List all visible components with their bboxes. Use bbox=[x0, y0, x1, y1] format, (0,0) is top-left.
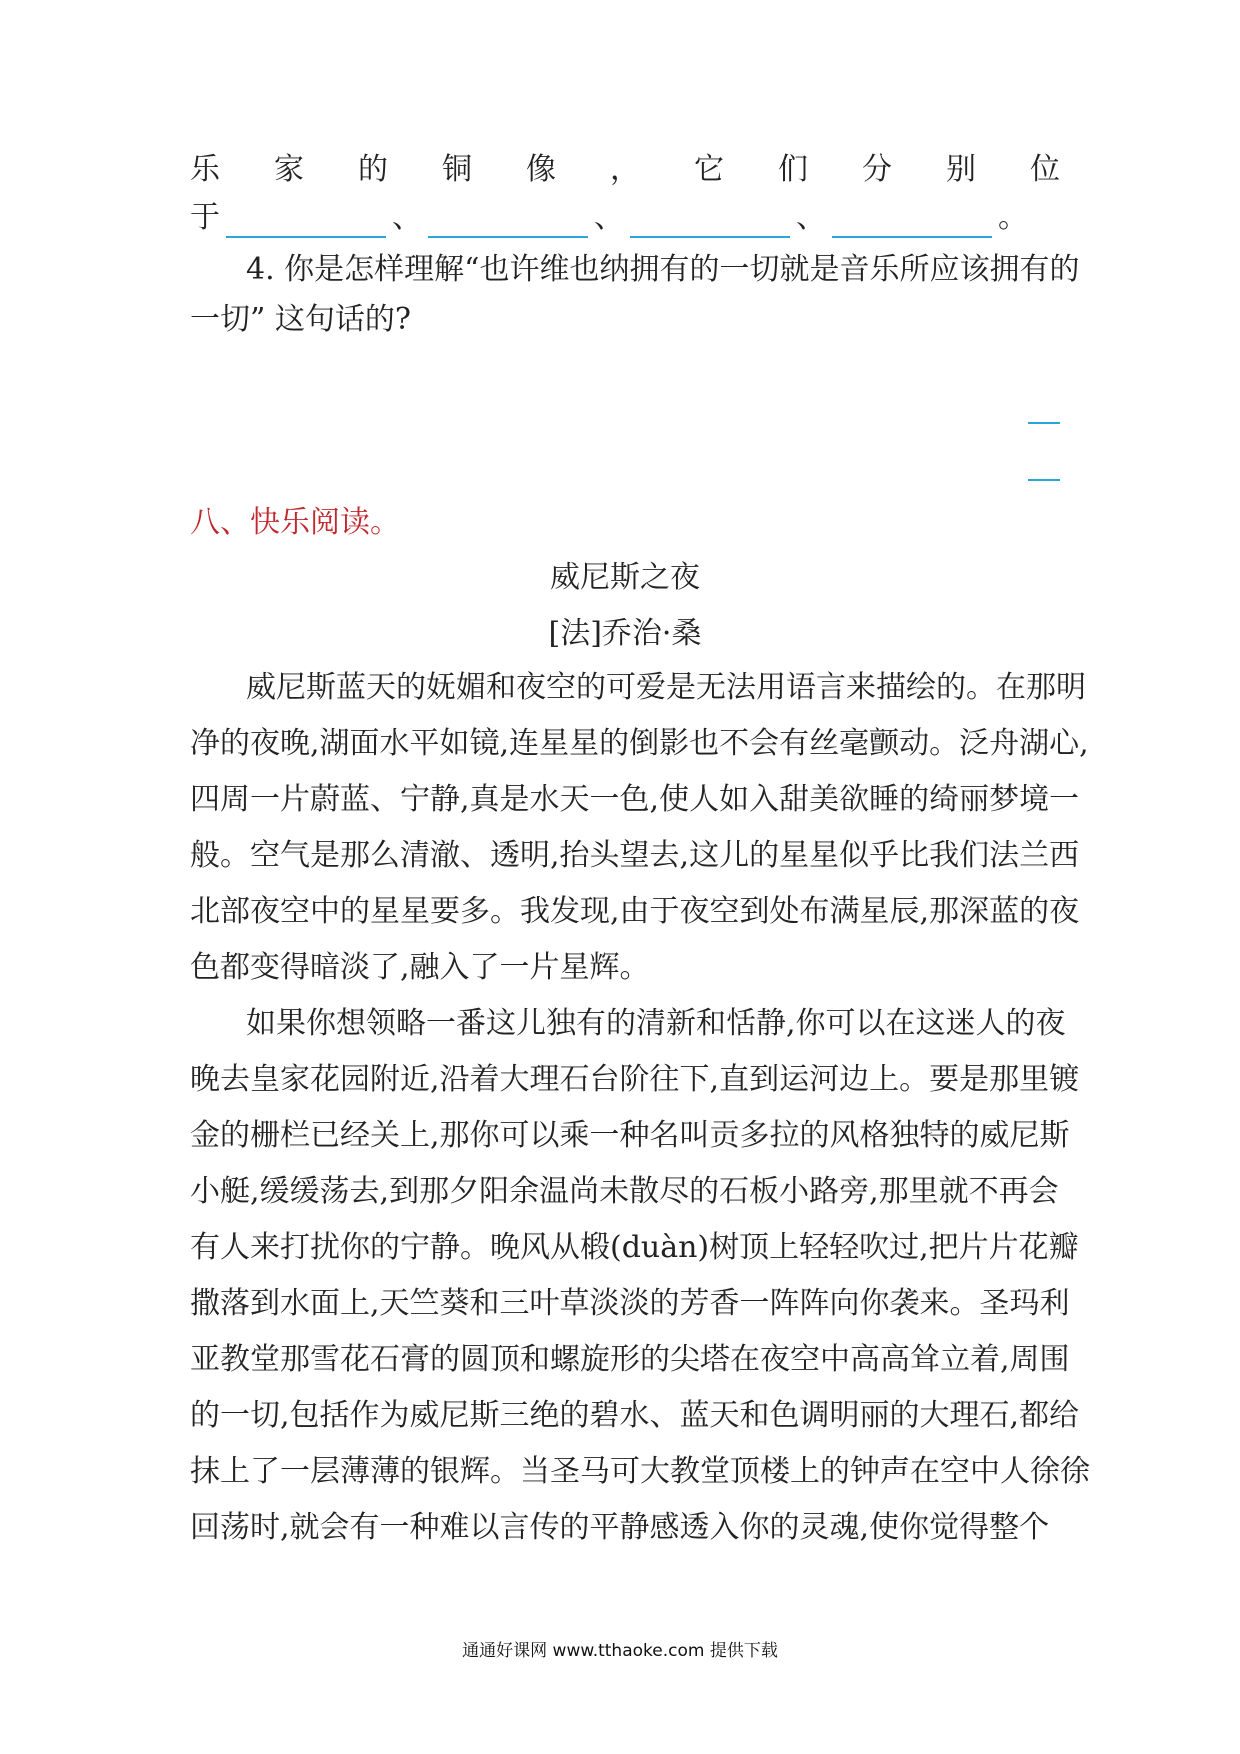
article-line: 四周一片蔚蓝、宁静,真是水天一色,使人如入甜美欲睡的绮丽梦境一 bbox=[190, 782, 1080, 817]
answer-blank-2[interactable] bbox=[428, 206, 588, 238]
article-line: 净的夜晚,湖面水平如镜,连星星的倒影也不会有丝毫颤动。泛舟湖心, bbox=[190, 726, 1089, 761]
article-line: 亚教堂那雪花石膏的圆顶和螺旋形的尖塔在夜空中高高耸立着,周围 bbox=[190, 1342, 1070, 1377]
article-line: 有人来打扰你的宁静。晚风从椴(duàn)树顶上轻轻吹过,把片片花瓣 bbox=[190, 1230, 1079, 1265]
q3-prefix: 于 bbox=[190, 200, 220, 235]
answer-line-1[interactable] bbox=[1028, 422, 1060, 424]
answer-blank-4[interactable] bbox=[832, 206, 992, 238]
separator: 、 bbox=[796, 200, 826, 235]
q3-char: 们 bbox=[778, 152, 808, 187]
q3-line-2 bbox=[190, 198, 1060, 238]
q3-char: ， bbox=[610, 152, 640, 187]
article-line: 色都变得暗淡了,融入了一片星辉。 bbox=[190, 950, 650, 985]
separator: 、 bbox=[392, 200, 422, 235]
section-heading: 八、快乐阅读。 bbox=[190, 505, 400, 540]
q4-line-1: 4. 你是怎样理解“也许维也纳拥有的一切就是音乐所应该拥有的 bbox=[246, 252, 1080, 287]
article-line: 般。空气是那么清澈、透明,抬头望去,这儿的星星似乎比我们法兰西 bbox=[190, 838, 1080, 873]
article-author: [法]乔治·桑 bbox=[548, 616, 702, 651]
article-line: 威尼斯蓝天的妩媚和夜空的可爱是无法用语言来描绘的。在那明 bbox=[246, 670, 1086, 705]
answer-line-2[interactable] bbox=[1028, 479, 1060, 481]
article-line: 金的栅栏已经关上,那你可以乘一种名叫贡多拉的风格独特的威尼斯 bbox=[190, 1118, 1070, 1153]
q3-char: 像 bbox=[526, 152, 556, 187]
q3-char: 的 bbox=[358, 152, 388, 187]
answer-blank-3[interactable] bbox=[630, 206, 790, 238]
article-line: 回荡时,就会有一种难以言传的平静感透入你的灵魂,使你觉得整个 bbox=[190, 1510, 1050, 1545]
q3-char: 铜 bbox=[442, 152, 472, 187]
q3-char: 乐 bbox=[190, 152, 220, 187]
article-line: 小艇,缓缓荡去,到那夕阳余温尚未散尽的石板小路旁,那里就不再会 bbox=[190, 1174, 1059, 1209]
q3-char: 家 bbox=[274, 152, 304, 187]
article-title: 威尼斯之夜 bbox=[550, 560, 700, 595]
separator: 、 bbox=[594, 200, 624, 235]
footer-text: 通通好课网 www.tthaoke.com 提供下载 bbox=[462, 1641, 778, 1661]
q4-line-2: 一切” 这句话的? bbox=[190, 302, 411, 337]
article-line: 北部夜空中的星星要多。我发现,由于夜空到处布满星辰,那深蓝的夜 bbox=[190, 894, 1080, 929]
article-line: 如果你想领略一番这儿独有的清新和恬静,你可以在这迷人的夜 bbox=[246, 1006, 1066, 1041]
article-line: 的一切,包括作为威尼斯三绝的碧水、蓝天和色调明丽的大理石,都给 bbox=[190, 1398, 1080, 1433]
article-line: 撒落到水面上,天竺葵和三叶草淡淡的芳香一阵阵向你袭来。圣玛利 bbox=[190, 1286, 1070, 1321]
answer-blank-1[interactable] bbox=[226, 206, 386, 238]
q3-line-1 bbox=[190, 150, 1060, 190]
article-line: 晚去皇家花园附近,沿着大理石台阶往下,直到运河边上。要是那里镀 bbox=[190, 1062, 1080, 1097]
q3-char: 位 bbox=[1030, 152, 1060, 187]
q3-char: 它 bbox=[694, 152, 724, 187]
end-mark: 。 bbox=[998, 200, 1028, 235]
article-line: 抹上了一层薄薄的银辉。当圣马可大教堂顶楼上的钟声在空中人徐徐 bbox=[190, 1454, 1090, 1489]
q3-char: 分 bbox=[862, 152, 892, 187]
q3-char: 别 bbox=[946, 152, 976, 187]
